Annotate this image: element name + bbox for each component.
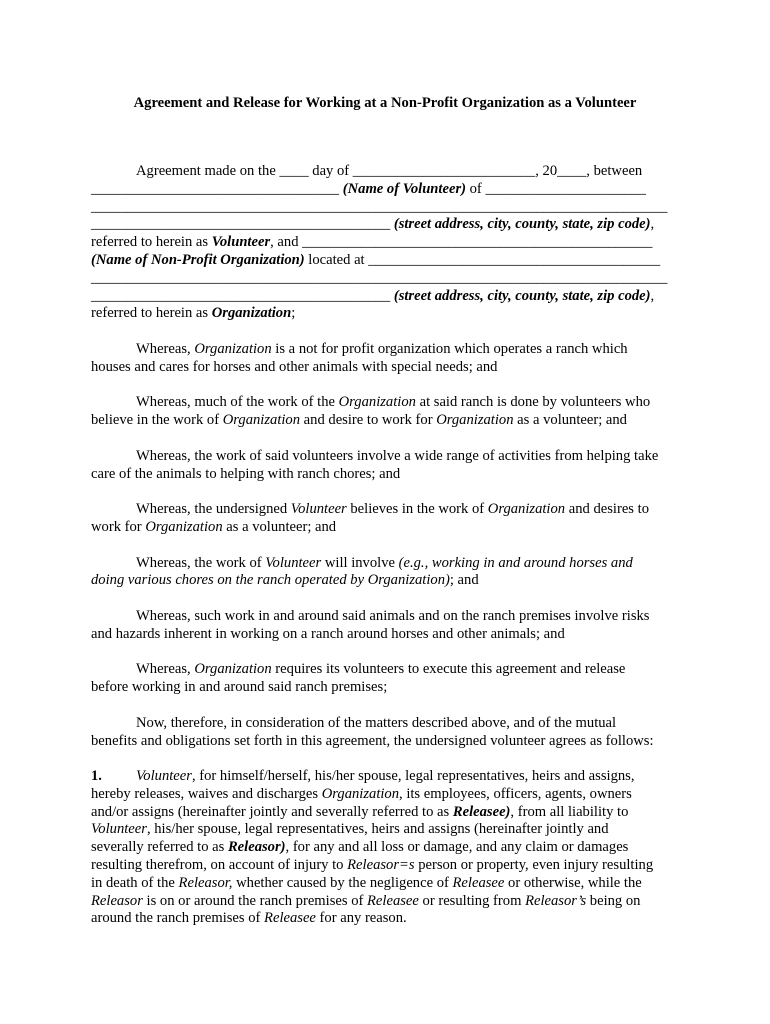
whereas-5-line-2: doing various chores on the ranch operated by Organization); and	[91, 572, 479, 589]
document-title: Agreement and Release for Working at a Non-Profit Organization as a Volunteer	[133, 95, 637, 111]
whereas-3-line-2: care of the animals to helping with ranch chores; and	[91, 465, 401, 482]
intro-line-8: _________________________________________ (street address, city, county, state, zip code),	[91, 287, 655, 304]
whereas-7-line-2: before working in and around said ranch premises;	[91, 679, 388, 696]
intro-line-4: _________________________________________ (street address, city, county, state, zip code),	[91, 216, 655, 233]
whereas-1-line-2: houses and cares for horses and other animals with special needs; and	[91, 358, 498, 375]
whereas-6-line-2: and hazards inherent in working on a ranch around horses and other animals; and	[91, 625, 565, 642]
clause-1-line-7: in death of the Releasor, whether caused by the negligence of Releasee or otherwise, while the	[91, 874, 642, 891]
whereas-2-line-1: Whereas, much of the work of the Organization at said ranch is done by volunteers who	[136, 394, 651, 411]
whereas-5-line-1: Whereas, the work of Volunteer will involve (e.g., working in and around horses and	[136, 554, 633, 571]
whereas-3-line-1: Whereas, the work of said volunteers involve a wide range of activities from helping take	[136, 447, 659, 464]
intro-line-5: referred to herein as Volunteer, and ________________________________________________	[91, 234, 653, 251]
clause-1-line-8: Releasor is on or around the ranch premises of Releasee or resulting from Releasor’s being on	[91, 892, 641, 909]
intro-line-9: referred to herein as Organization;	[91, 305, 296, 322]
now-therefore-line-2: benefits and obligations set forth in this agreement, the undersigned volunteer agrees as follows:	[91, 732, 654, 749]
document-body	[91, 163, 681, 928]
intro-line-6: (Name of Non-Profit Organization) located at ________________________________________	[91, 251, 661, 268]
clause-1-line-3: and/or assigns (hereinafter jointly and severally referred to as Releasee), from all liability to	[91, 803, 629, 820]
whereas-7-line-1: Whereas, Organization requires its volunteers to execute this agreement and release	[136, 661, 626, 678]
organization-address-label: (street address, city, county, state, zip code)	[393, 287, 651, 304]
clause-1-line-6: resulting therefrom, on account of injury to Releasor=s person or property, even injury resulting	[91, 857, 654, 874]
intro-line-2: __________________________________ (Name of Volunteer) of ______________________	[91, 180, 646, 197]
whereas-6-line-1: Whereas, such work in and around said animals and on the ranch premises involve risks	[136, 607, 650, 624]
clause-number: 1.	[91, 768, 102, 785]
clause-1-line-9: around the ranch premises of Releasee for any reason.	[91, 910, 407, 927]
whereas-1-line-1: Whereas, Organization is a not for profit organization which operates a ranch which	[136, 340, 628, 357]
whereas-2-line-2: believe in the work of Organization and desire to work for Organization as a volunteer; and	[91, 412, 627, 429]
intro-line-7: _______________________________________________________________________________	[91, 269, 668, 286]
clause-1-line-1: 1. Volunteer, for himself/herself, his/her spouse, legal representatives, heirs and assigns,	[91, 768, 635, 785]
intro-line-1: Agreement made on the ____ day of _________________________, 20____, between	[136, 163, 643, 179]
clause-1-line-4: Volunteer, his/her spouse, legal representatives, heirs and assigns (hereinafter jointly and	[91, 821, 609, 838]
clause-1-line-2: hereby releases, waives and discharges Organization, its employees, officers, agents, owners	[91, 785, 632, 802]
organization-name-label: (Name of Non-Profit Organization)	[91, 251, 305, 268]
intro-line-3: _______________________________________________________________________________	[91, 198, 668, 215]
now-therefore-line-1: Now, therefore, in consideration of the matters described above, and of the mutual	[136, 714, 617, 731]
volunteer-address-label: (street address, city, county, state, zip code)	[393, 216, 651, 233]
whereas-4-line-2: work for Organization as a volunteer; and	[91, 518, 337, 535]
clause-1-line-5: severally referred to as Releasor), for any and all loss or damage, and any claim or damages	[91, 839, 629, 856]
whereas-4-line-1: Whereas, the undersigned Volunteer believes in the work of Organization and desires to	[136, 501, 649, 518]
volunteer-name-label: (Name of Volunteer)	[342, 180, 466, 197]
